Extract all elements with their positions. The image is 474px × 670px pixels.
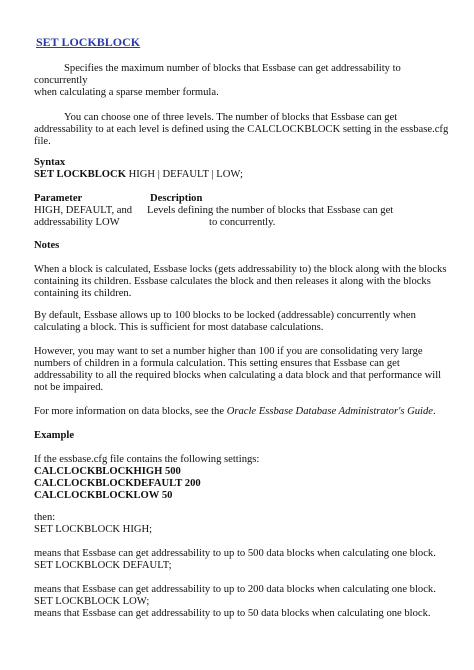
notes-line [34,406,436,418]
example-statement: SET LOCKBLOCK HIGH; [34,524,153,535]
guide-title: Oracle Essbase Database Administrator's Guide [226,406,433,417]
config-line: CALCLOCKBLOCKLOW 50 [34,490,173,501]
notes-line: addressability to all the required blocks when calculating a data block and that performance will [34,370,442,381]
description-header: Description [150,193,203,204]
intro-line: concurrently [34,75,88,86]
config-line: CALCLOCKBLOCKHIGH 500 [34,466,181,477]
page-title: SET LOCKBLOCK [36,35,141,49]
intro-line: You can choose one of three levels. The number of blocks that Essbase can get [64,112,398,123]
intro-line: Specifies the maximum number of blocks that Essbase can get addressability to [64,63,401,74]
example-intro: If the essbase.cfg file contains the following settings: [34,454,260,465]
notes-text: For more information on data blocks, see the [34,406,227,417]
intro-line: addressability to at each level is defined using the CALCLOCKBLOCK setting in the essbase.cfg [34,124,449,135]
syntax-line [34,169,243,181]
notes-line: numbers of children in a formula calculation. This setting ensures that Essbase can get [34,358,400,369]
example-then: then: [34,512,56,523]
config-line: CALCLOCKBLOCKDEFAULT 200 [34,478,201,489]
intro-line: when calculating a sparse member formula. [34,87,219,98]
example-heading: Example [34,430,75,441]
notes-line: When a block is calculated, Essbase locks (gets addressability to) the block along with the blocks [34,264,447,275]
syntax-args: HIGH | DEFAULT | LOW; [125,169,243,180]
notes-text: . [433,406,436,417]
example-statement: SET LOCKBLOCK DEFAULT; [34,560,172,571]
example-meaning: means that Essbase can get addressability to up to 200 data blocks when calculating one block. [34,584,436,595]
syntax-heading: Syntax [34,157,66,168]
param-cell: addressability LOW [34,217,120,228]
notes-line: calculating a block. This is sufficient for most database calculations. [34,322,324,333]
example-statement: SET LOCKBLOCK LOW; [34,596,150,607]
description-cell: to concurrently. [209,217,276,228]
notes-line: containing its children. [34,288,132,299]
param-header: Parameter [34,193,83,204]
intro-line: file. [34,136,51,147]
notes-line: not be impaired. [34,382,104,393]
example-meaning: means that Essbase can get addressability to up to 50 data blocks when calculating one block. [34,608,431,619]
description-cell: Levels defining the number of blocks that Essbase can get [147,205,394,216]
notes-heading: Notes [34,240,60,251]
notes-line: containing its children. Essbase calculates the block and then releases it along with the blocks [34,276,431,287]
notes-line: However, you may want to set a number higher than 100 if you are consolidating very large [34,346,423,357]
example-meaning: means that Essbase can get addressability to up to 500 data blocks when calculating one block. [34,548,436,559]
syntax-command: SET LOCKBLOCK [34,169,126,180]
param-cell: HIGH, DEFAULT, and [34,205,133,216]
notes-line: By default, Essbase allows up to 100 blocks to be locked (addressable) concurrently when [34,310,416,321]
